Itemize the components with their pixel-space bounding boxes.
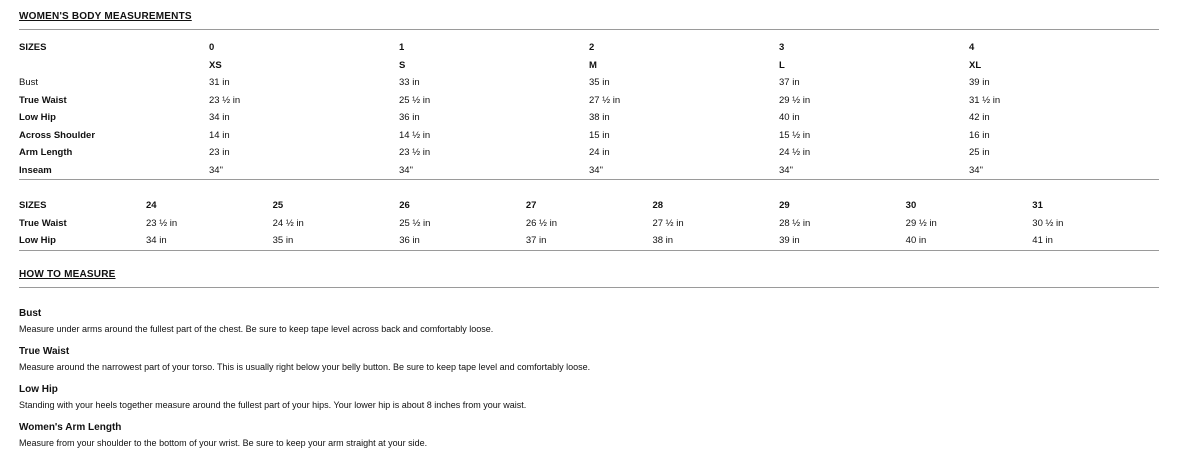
measurement-value: 34" [969,162,1159,180]
size-number: 30 [905,200,917,212]
measurement-label: Arm Length [19,147,73,159]
instruction-title: Low Hip [19,384,58,395]
measurement-value: 16 in [969,129,990,141]
measure-instruction [19,382,1159,413]
sizes-header: SIZES [19,200,47,212]
measurement-value: 27 ½ in [652,217,684,229]
table-row [19,74,1159,92]
size-number: 31 [1032,200,1043,212]
table-row [19,144,1159,162]
size-number-row [19,197,1159,215]
how-to-measure-list [19,306,1159,458]
measurement-value: 36 in [399,112,420,124]
measurement-value: 39 in [969,77,990,89]
measurement-value: 33 in [399,77,420,89]
size-letter: XS [209,59,222,71]
instruction-text: Standing with your heels together measure around the fullest part of your hips. Your lower hip is about 8 inches from your waist. [19,400,527,410]
measurement-label: Low Hip [19,232,146,250]
measurement-value: 34" [779,162,969,180]
measurement-value: 36 in [399,232,526,250]
table-row [19,215,1159,233]
measurement-label: Low Hip [19,112,56,124]
table-row [19,92,1159,110]
measurement-value: 25 ½ in [399,217,431,229]
measurement-value: 35 in [273,232,400,250]
measurement-value: 15 ½ in [779,129,811,141]
instruction-title: Bust [19,308,42,319]
size-letter: L [779,59,785,71]
measurement-value: 31 ½ in [969,94,1001,106]
measurement-value: 39 in [779,232,906,250]
measurement-value: 23 ½ in [209,94,241,106]
measurement-value: 29 ½ in [905,217,937,229]
size-letter: M [589,59,597,71]
size-table-numeric [19,197,1159,251]
sizes-header: SIZES [19,42,47,54]
measurement-value: 37 in [526,232,653,250]
size-number: 4 [969,42,975,54]
title-divider [19,29,1159,30]
table-row [19,109,1159,127]
measurement-label: Bust [19,77,39,89]
instruction-text: Measure around the narrowest part of your torso. This is usually right below your belly button. Be sure to keep tape level and comfortably loose. [19,362,591,372]
size-letter: XL [969,59,982,71]
size-number: 0 [209,42,215,54]
body-measurements-title: WOMEN'S BODY MEASUREMENTS [19,11,192,22]
measurement-value: 34 in [146,232,273,250]
measurement-value: 23 ½ in [399,147,431,159]
measurement-value: 24 ½ in [272,217,304,229]
instruction-title: True Waist [19,346,70,357]
size-number: 25 [272,200,284,212]
measurement-value: 34" [589,162,779,180]
measurement-value: 15 in [589,129,610,141]
measurement-value: 37 in [779,77,800,89]
measurement-value: 27 ½ in [589,94,621,106]
measurement-value: 24 in [589,147,610,159]
measurement-value: 25 ½ in [399,94,431,106]
measurement-value: 30 ½ in [1032,217,1064,229]
instruction-title: Women's Arm Length [19,422,122,433]
measurement-label: Inseam [19,162,209,180]
table-row [19,232,1159,250]
instruction-text: Measure from your shoulder to the bottom of your wrist. Be sure to keep your arm straight at your side. [19,438,428,448]
size-number: 2 [589,42,595,54]
measurement-value: 40 in [779,112,800,124]
measurement-value: 41 in [1032,232,1159,250]
table-row [19,162,1159,180]
measurement-value: 26 ½ in [525,217,558,229]
empty-cell [19,57,209,75]
instruction-text: Measure under arms around the fullest part of the chest. Be sure to keep tape level across back and comfortably loose. [19,324,494,334]
measurement-value: 42 in [969,112,990,124]
measure-instruction [19,306,1159,337]
measurement-value: 23 in [209,147,230,159]
measurement-value: 14 ½ in [399,129,431,141]
measurement-value: 31 in [209,77,230,89]
measurement-value: 34" [399,162,589,180]
how-to-measure-title: HOW TO MEASURE [19,269,116,280]
size-number: 28 [652,200,664,212]
measurement-label: Across Shoulder [19,129,96,141]
size-number-row [19,39,1159,57]
measurement-value: 25 in [969,147,990,159]
measurement-label: True Waist [19,217,67,229]
measure-instruction [19,420,1159,451]
size-number: 27 [525,200,537,212]
size-number: 26 [399,200,410,212]
measurement-label: True Waist [19,94,67,106]
measurement-value: 29 ½ in [779,94,811,106]
table-row [19,127,1159,145]
measurement-value: 34 in [209,112,230,124]
measurement-value: 35 in [589,77,610,89]
measurement-value: 40 in [906,232,1033,250]
size-number: 1 [399,42,405,54]
size-table-letter [19,39,1159,180]
measure-instruction [19,344,1159,375]
size-number: 24 [146,200,157,212]
size-letter-row [19,57,1159,75]
measurement-value: 24 ½ in [779,147,811,159]
size-number: 3 [779,42,785,54]
measurement-value: 23 ½ in [146,217,178,229]
measurement-value: 28 ½ in [779,217,811,229]
measurement-value: 38 in [589,112,610,124]
measurement-value: 14 in [209,129,230,141]
size-letter: S [399,59,406,71]
measurement-value: 38 in [652,232,779,250]
how-to-divider [19,287,1159,288]
size-number: 29 [779,200,790,212]
measurement-value: 34" [209,162,399,180]
